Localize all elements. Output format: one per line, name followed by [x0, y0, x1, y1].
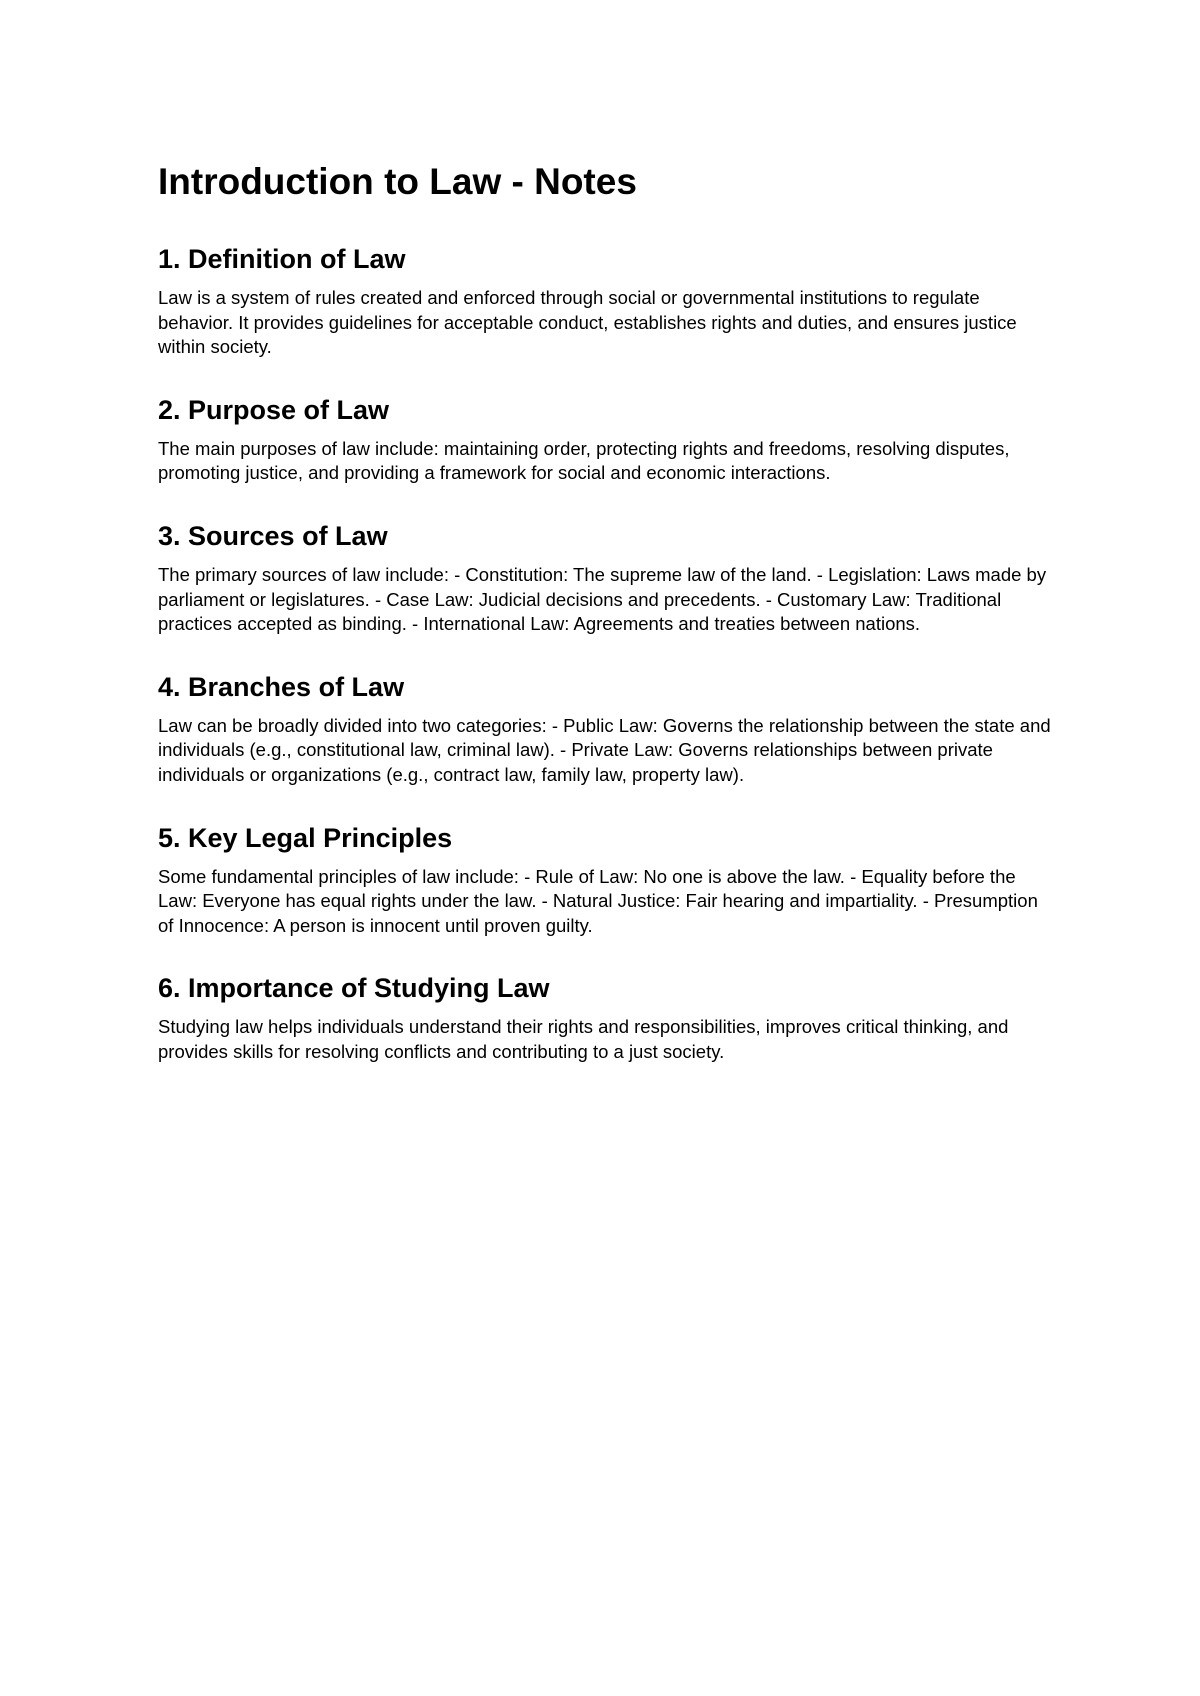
- document-title: Introduction to Law - Notes: [158, 161, 637, 202]
- section-principles: [158, 821, 1058, 939]
- section-body: Some fundamental principles of law include: - Rule of Law: No one is above the law. - Equality before the Law: Everyone has equal rights under the law. - Natural Justice: Fair hearing and impartiality. - Presumption of Innocence: A person is innocent until proven guilty.: [158, 865, 1038, 936]
- section-heading: 1. Definition of Law: [158, 244, 406, 274]
- section-definition: [158, 242, 1058, 360]
- section-body: The primary sources of law include: - Constitution: The supreme law of the land. - Legislation: Laws made by parliament or legislatures. - Case Law: Judicial decisions and precedents. - Customary Law: Traditional practices accepted as binding. - International Law: Agreements and treaties between nations.: [158, 563, 1047, 635]
- section-body: Law can be broadly divided into two categories: - Public Law: Governs the relationship between the state and individuals (e.g., constitutional law, criminal law). - Private Law: Governs relationships between private individuals or organizations (e.g., contract law, family law, property law).: [158, 714, 1051, 785]
- section-importance: [158, 971, 1058, 1064]
- section-body: The main purposes of law include: maintaining order, protecting rights and freedoms, resolving disputes, promoting justice, and providing a framework for social and economic interactions.: [158, 437, 1010, 484]
- section-heading: 2. Purpose of Law: [158, 394, 390, 425]
- document-page: [158, 158, 1058, 1065]
- section-purpose: [158, 393, 1058, 486]
- section-heading: 3. Sources of Law: [158, 520, 388, 551]
- section-heading: 4. Branches of Law: [158, 671, 405, 702]
- section-sources: [158, 519, 1058, 637]
- section-body: Studying law helps individuals understand their rights and responsibilities, improves critical thinking, and provides skills for resolving conflicts and contributing to a just society.: [158, 1016, 1009, 1062]
- section-heading: 6. Importance of Studying Law: [158, 973, 550, 1004]
- section-branches: [158, 670, 1058, 788]
- section-heading: 5. Key Legal Principles: [158, 822, 453, 853]
- section-body: Law is a system of rules created and enforced through social or governmental institutions to regulate behavior. It provides guidelines for acceptable conduct, establishes rights and duties, and ensures justice within society.: [158, 287, 1017, 358]
